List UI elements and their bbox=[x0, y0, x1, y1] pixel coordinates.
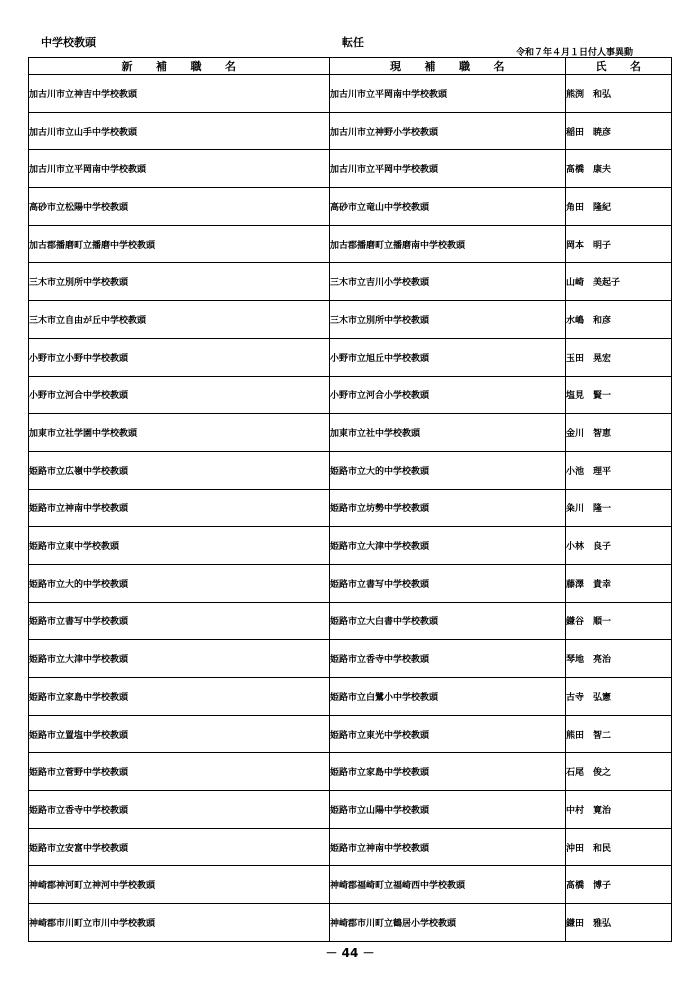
current-post-cell: 加古郡播磨町立播磨南中学校教頭 bbox=[330, 225, 566, 263]
name-cell: 髙橋 博子 bbox=[566, 866, 672, 904]
name-cell: 鎌谷 順一 bbox=[566, 602, 672, 640]
current-post-cell: 神崎郡福崎町立福崎西中学校教頭 bbox=[330, 866, 566, 904]
name-cell: 粂川 隆一 bbox=[566, 489, 672, 527]
new-post-cell: 姫路市立香寺中学校教頭 bbox=[29, 791, 330, 829]
current-post-cell: 三木市立別所中学校教頭 bbox=[330, 301, 566, 339]
transfer-type-heading: 転任 bbox=[342, 36, 364, 49]
current-post-cell: 加古川市立平岡中学校教頭 bbox=[330, 150, 566, 188]
name-cell: 鎌田 雅弘 bbox=[566, 904, 672, 942]
new-post-cell: 姫路市立置塩中学校教頭 bbox=[29, 715, 330, 753]
new-post-cell: 姫路市立家島中学校教頭 bbox=[29, 678, 330, 716]
table-header-row bbox=[29, 58, 672, 75]
name-cell: 熊渕 和弘 bbox=[566, 75, 672, 113]
current-post-cell: 加古川市立平岡南中学校教頭 bbox=[330, 75, 566, 113]
table-row bbox=[29, 489, 672, 527]
table-row bbox=[29, 112, 672, 150]
current-post-cell: 加古川市立神野小学校教頭 bbox=[330, 112, 566, 150]
table-row bbox=[29, 828, 672, 866]
table-row bbox=[29, 527, 672, 565]
table-row bbox=[29, 188, 672, 226]
name-cell: 小林 良子 bbox=[566, 527, 672, 565]
table-row bbox=[29, 640, 672, 678]
new-post-cell: 姫路市立大津中学校教頭 bbox=[29, 640, 330, 678]
table-row bbox=[29, 451, 672, 489]
table-row bbox=[29, 150, 672, 188]
current-post-cell: 小野市立旭丘中学校教頭 bbox=[330, 338, 566, 376]
table-row bbox=[29, 678, 672, 716]
current-post-cell: 姫路市立大津中学校教頭 bbox=[330, 527, 566, 565]
current-post-cell: 三木市立吉川小学校教頭 bbox=[330, 263, 566, 301]
name-cell: 岡本 明子 bbox=[566, 225, 672, 263]
date-note: 令和７年４月１日付人事異動 bbox=[516, 48, 634, 58]
table-row bbox=[29, 225, 672, 263]
name-cell: 琴地 亮治 bbox=[566, 640, 672, 678]
name-cell: 小池 理平 bbox=[566, 451, 672, 489]
table-row bbox=[29, 301, 672, 339]
name-cell: 玉田 晃宏 bbox=[566, 338, 672, 376]
name-cell: 中村 寛治 bbox=[566, 791, 672, 829]
current-post-cell: 小野市立河合小学校教頭 bbox=[330, 376, 566, 414]
category-heading: 中学校教頭 bbox=[41, 36, 96, 49]
new-post-cell: 加東市立社学園中学校教頭 bbox=[29, 414, 330, 452]
page-number: － 44 － bbox=[325, 946, 375, 960]
name-cell: 水嶋 和彦 bbox=[566, 301, 672, 339]
table-row bbox=[29, 338, 672, 376]
current-post-cell: 高砂市立竜山中学校教頭 bbox=[330, 188, 566, 226]
table-row bbox=[29, 263, 672, 301]
table-row bbox=[29, 602, 672, 640]
new-post-cell: 小野市立小野中学校教頭 bbox=[29, 338, 330, 376]
name-cell: 熊田 智二 bbox=[566, 715, 672, 753]
current-post-cell: 神崎郡市川町立鶴居小学校教頭 bbox=[330, 904, 566, 942]
name-cell: 沖田 和民 bbox=[566, 828, 672, 866]
current-post-cell: 姫路市立山陽中学校教頭 bbox=[330, 791, 566, 829]
table-row bbox=[29, 564, 672, 602]
new-post-cell: 神崎郡市川町立市川中学校教頭 bbox=[29, 904, 330, 942]
current-post-cell: 姫路市立神南中学校教頭 bbox=[330, 828, 566, 866]
new-post-cell: 高砂市立松陽中学校教頭 bbox=[29, 188, 330, 226]
name-cell: 金川 智恵 bbox=[566, 414, 672, 452]
name-cell: 塩見 賢一 bbox=[566, 376, 672, 414]
column-header-name: 氏 名 bbox=[566, 58, 672, 75]
new-post-cell: 三木市立別所中学校教頭 bbox=[29, 263, 330, 301]
new-post-cell: 加古川市立神吉中学校教頭 bbox=[29, 75, 330, 113]
new-post-cell: 加古郡播磨町立播磨中学校教頭 bbox=[29, 225, 330, 263]
column-header-new-post: 新 補 職 名 bbox=[29, 58, 330, 75]
current-post-cell: 姫路市立家島中学校教頭 bbox=[330, 753, 566, 791]
name-cell: 石尾 俊之 bbox=[566, 753, 672, 791]
new-post-cell: 加古川市立平岡南中学校教頭 bbox=[29, 150, 330, 188]
new-post-cell: 加古川市立山手中学校教頭 bbox=[29, 112, 330, 150]
table-row bbox=[29, 414, 672, 452]
name-cell: 稲田 暁彦 bbox=[566, 112, 672, 150]
new-post-cell: 姫路市立書写中学校教頭 bbox=[29, 602, 330, 640]
table-row bbox=[29, 866, 672, 904]
new-post-cell: 神崎郡神河町立神河中学校教頭 bbox=[29, 866, 330, 904]
current-post-cell: 姫路市立坊勢中学校教頭 bbox=[330, 489, 566, 527]
new-post-cell: 小野市立河合中学校教頭 bbox=[29, 376, 330, 414]
name-cell: 藤澤 貴幸 bbox=[566, 564, 672, 602]
new-post-cell: 姫路市立安富中学校教頭 bbox=[29, 828, 330, 866]
personnel-table bbox=[28, 57, 672, 942]
name-cell: 古寺 弘憲 bbox=[566, 678, 672, 716]
table-row bbox=[29, 904, 672, 942]
current-post-cell: 姫路市立大的中学校教頭 bbox=[330, 451, 566, 489]
name-cell: 角田 隆紀 bbox=[566, 188, 672, 226]
current-post-cell: 姫路市立香寺中学校教頭 bbox=[330, 640, 566, 678]
current-post-cell: 加東市立社中学校教頭 bbox=[330, 414, 566, 452]
table-row bbox=[29, 791, 672, 829]
table-row bbox=[29, 376, 672, 414]
current-post-cell: 姫路市立東光中学校教頭 bbox=[330, 715, 566, 753]
current-post-cell: 姫路市立大白書中学校教頭 bbox=[330, 602, 566, 640]
name-cell: 山崎 美起子 bbox=[566, 263, 672, 301]
new-post-cell: 姫路市立菅野中学校教頭 bbox=[29, 753, 330, 791]
current-post-cell: 姫路市立白鷺小中学校教頭 bbox=[330, 678, 566, 716]
new-post-cell: 姫路市立広嶺中学校教頭 bbox=[29, 451, 330, 489]
new-post-cell: 姫路市立東中学校教頭 bbox=[29, 527, 330, 565]
table-row bbox=[29, 75, 672, 113]
new-post-cell: 姫路市立大的中学校教頭 bbox=[29, 564, 330, 602]
table-row bbox=[29, 715, 672, 753]
column-header-current-post: 現 補 職 名 bbox=[330, 58, 566, 75]
name-cell: 髙橋 康夫 bbox=[566, 150, 672, 188]
current-post-cell: 姫路市立書写中学校教頭 bbox=[330, 564, 566, 602]
new-post-cell: 姫路市立神南中学校教頭 bbox=[29, 489, 330, 527]
table-row bbox=[29, 753, 672, 791]
new-post-cell: 三木市立自由が丘中学校教頭 bbox=[29, 301, 330, 339]
